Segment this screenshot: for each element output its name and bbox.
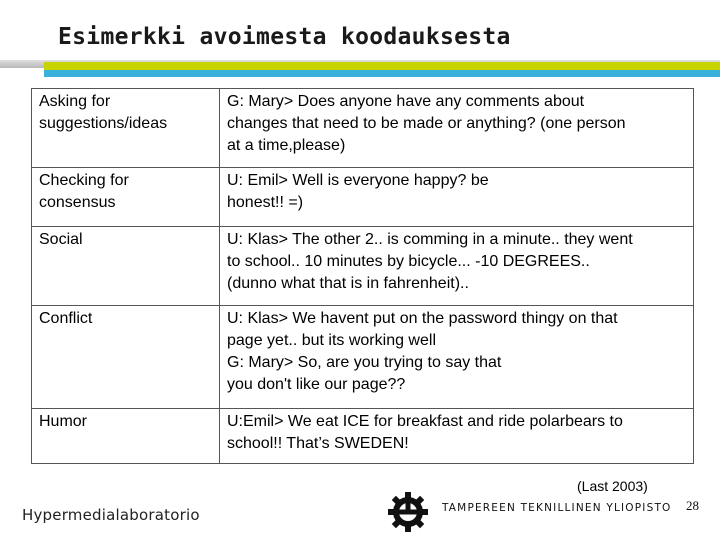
- lab-name: Hypermedialaboratorio: [22, 506, 200, 524]
- table-row: [32, 89, 694, 168]
- slide-title: Esimerkki avoimesta koodauksesta: [58, 24, 511, 50]
- category-cell: Checking for consensus: [32, 168, 220, 227]
- source-citation: (Last 2003): [577, 478, 648, 494]
- table-row: [32, 227, 694, 306]
- table-row: [32, 306, 694, 409]
- table-row: [32, 409, 694, 464]
- category-cell: Humor: [32, 409, 220, 464]
- category-cell: Social: [32, 227, 220, 306]
- header-bar-yellow: [44, 62, 720, 70]
- page-number: 28: [686, 498, 699, 513]
- table-row: [32, 168, 694, 227]
- example-cell: U: Klas> We havent put on the password thingy on that page yet.. but its working well G: Mary> So, are you trying to say that you don't like our page??: [220, 306, 694, 409]
- gear-logo-icon: [386, 490, 430, 534]
- category-cell: Conflict: [32, 306, 220, 409]
- university-name: TAMPEREEN TEKNILLINEN YLIOPISTO: [442, 502, 672, 514]
- coding-examples-table: [31, 88, 694, 464]
- example-cell: G: Mary> Does anyone have any comments about changes that need to be made or anything? (one person at a time,please): [220, 89, 694, 168]
- example-cell: U: Klas> The other 2.. is comming in a minute.. they went to school.. 10 minutes by bicycle... -10 DEGREES.. (dunno what that is in fahrenheit)..: [220, 227, 694, 306]
- example-cell: U: Emil> Well is everyone happy? be honest!! =): [220, 168, 694, 227]
- category-cell: Asking for suggestions/ideas: [32, 89, 220, 168]
- header-bar-cyan: [44, 70, 720, 77]
- example-cell: U:Emil> We eat ICE for breakfast and ride polarbears to school!! That’s SWEDEN!: [220, 409, 694, 464]
